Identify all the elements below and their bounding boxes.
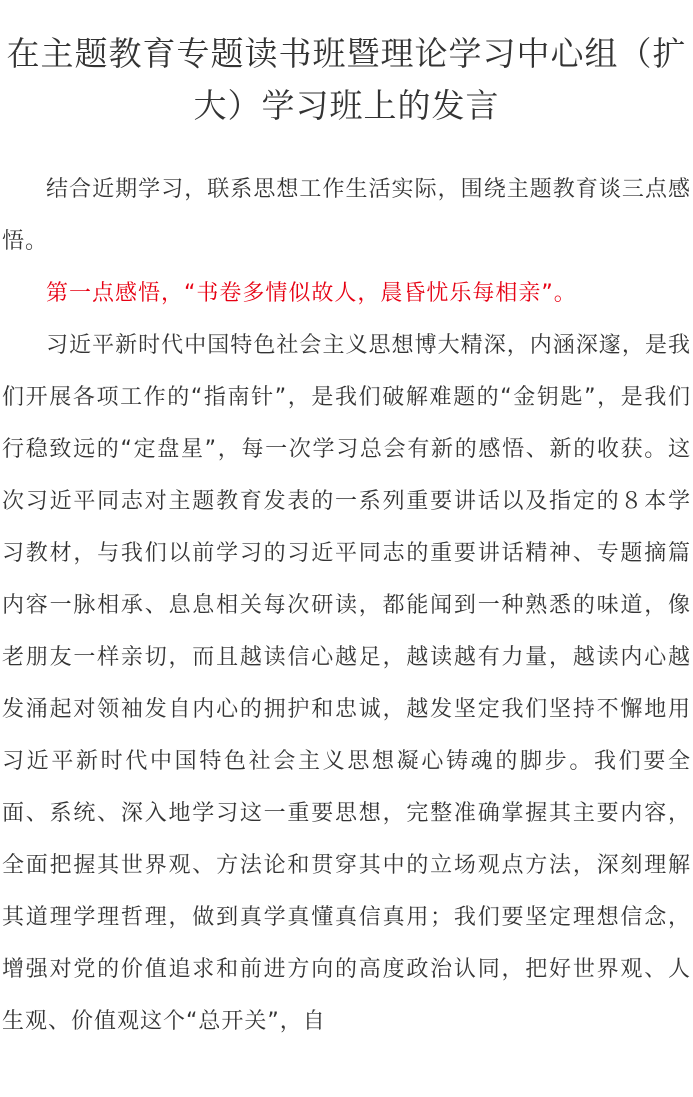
document-title: 在主题教育专题读书班暨理论学习中心组（扩大）学习班上的发言 — [6, 34, 687, 125]
document-body — [2, 164, 691, 1048]
highlight-heading-paragraph: 第一点感悟，“书卷多情似故人，晨昏忧乐每相亲”。 — [46, 281, 577, 306]
intro-paragraph: 结合近期学习，联系思想工作生活实际，围绕主题教育谈三点感悟。 — [2, 177, 691, 254]
body-paragraph: 习近平新时代中国特色社会主义思想博大精深，内涵深邃，是我们开展各项工作的“指南针”，是我们破解难题的“金钥匙”，是我们行稳致远的“定盘星”，每一次学习总会有新的感悟、新的收获。这次习近平同志对主题教育发表的一系列重要讲话以及指定的８本学习教材，与我们以前学习的习近平同志的重要讲话精神、专题摘篇内容一脉相承、息息相关每次研读，都能闻到一种熟悉的味道，像老朋友一样亲切，而且越读信心越足，越读越有力量，越读内心越发涌起对领袖发自内心的拥护和忠诚，越发坚定我们坚持不懈地用习近平新时代中国特色社会主义思想凝心铸魂的脚步。我们要全面、系统、深入地学习这一重要思想，完整准确掌握其主要内容，全面把握其世界观、方法论和贯穿其中的立场观点方法，深刻理解其道理学理哲理，做到真学真懂真信真用；我们要坚定理想信念，增强对党的价值追求和前进方向的高度政治认同，把好世界观、人生观、价值观这个“总开关”，自 — [2, 333, 691, 1034]
